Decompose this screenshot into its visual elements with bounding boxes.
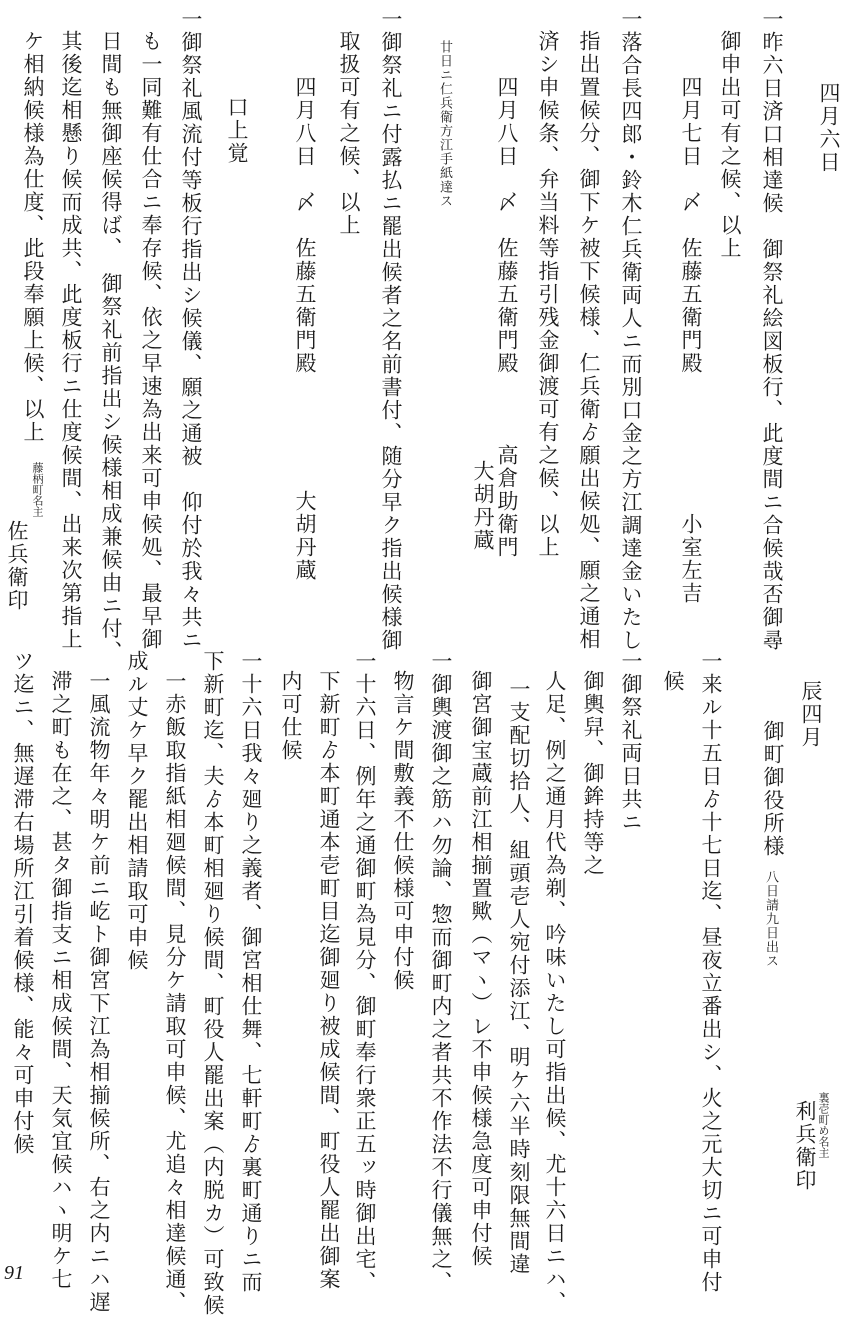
signer-name: 利兵衛印: [793, 1100, 817, 1192]
text-column: 下新町迄、夫ゟ本町相廻り候間、町役人罷出案（内脱カ）可致候: [201, 650, 225, 1317]
addressee: 御町御役所様: [761, 720, 785, 858]
text-column: 物言ケ間敷義不仕候様可申付候: [391, 670, 415, 992]
text-column: も一同難有仕合ニ奉存候、依之早速為出来可申候処、最早御: [139, 30, 163, 651]
text-column: 御宮御宝蔵前江相揃置歟（マヽ）レ不申候様急度可申付候: [469, 670, 493, 1268]
signature-line: 四月八日 〆 佐藤五衛門殿 高倉助衛門: [495, 76, 519, 559]
signer-title: 藤柄町名主: [31, 462, 44, 517]
text-column: 指出置候分、御下ケ被下候様、仁兵衛ゟ願出候処、願之通相: [577, 30, 601, 651]
page-number: 91: [4, 1262, 24, 1284]
text-column: 一来ル十五日ゟ十七日迄、昼夜立番出シ、火之元大切ニ可申付: [699, 650, 723, 1294]
text-column: 四月六日: [817, 82, 841, 174]
text-column: 下新町ゟ本町通本壱町目迄御廻り被成候間、町役人罷出御案: [317, 670, 341, 1291]
text-column: 一昨六日済口相達候 御祭礼絵図板行、此度間ニ合候哉否御尋: [760, 8, 784, 652]
text-column: 一支配切拾人、組頭壱人宛付添江、明ケ六半時刻限無間違: [507, 678, 531, 1276]
text-column: 一落合長四郎・鈴木仁兵衛両人ニ而別口金之方江調達金いたし: [619, 8, 643, 652]
text-column: 成ル丈ケ早ク罷出相請取可申候: [125, 650, 149, 972]
text-column: 一御祭礼ニ付露払ニ罷出候者之名前書付、随分早ク指出候様御: [379, 8, 403, 652]
annotation-note: 廿日ニ仁兵衛方江手紙達ス: [437, 40, 452, 208]
text-column: 御申出可有之候、以上: [718, 30, 742, 260]
text-column: 一御祭礼風流付等板行指出シ候儀、願之通被 仰付於我々共ニ: [179, 8, 203, 652]
text-column: 候: [661, 670, 685, 693]
text-column: 一御輿渡御之筋ハ勿論、惣而御町内之者共不作法不行儀無之、: [429, 650, 453, 1294]
text-column: 一十六日、例年之通御町為見分、御町奉行衆正五ッ時御出宅、: [353, 650, 377, 1294]
signature-line: 四月七日 〆 佐藤五衛門殿 小室左吉: [679, 76, 703, 605]
text-column: 人足、例之通月代為剃、吟味いたし可指出候、尤十六日ニハ、: [543, 670, 567, 1314]
text-column: 一風流物年々明ケ前ニ屹ト御宮下江為相揃候所、右之内ニハ遅: [87, 670, 111, 1314]
text-column: 御輿舁、御鉾持等之: [581, 670, 605, 877]
signer-name: 大胡丹蔵: [471, 460, 495, 552]
text-column: 辰四月: [799, 680, 823, 749]
text-column: 日間も無御座候得ば、 御祭礼前指出シ候様相成兼候由ニ付、: [99, 30, 123, 664]
text-column: 済シ申候条、弁当料等指引残金御渡可有之候、以上: [536, 30, 560, 559]
text-column: 内可仕候: [279, 670, 303, 762]
text-column: ケ相納候様為仕度、此段奉願上候、以上: [21, 30, 45, 444]
text-column: ツ迄ニ、無遅滞右場所江引着候様、能々可申付候: [11, 650, 35, 1156]
text-column: 滞之町も在之、甚タ御指支ニ相成候間、天気宜候ハヽ明ケ七: [49, 670, 73, 1291]
annotation-note: 八日請九日出ス: [763, 870, 778, 968]
text-column: 其後迄相懸り候而成共、此度板行ニ仕度候間、出来次第指上: [59, 30, 83, 651]
section-heading: 口上覚: [225, 96, 249, 165]
signer-title: 裏壱町め名主: [817, 1092, 830, 1158]
text-column: 取扱可有之候、以上: [337, 30, 361, 237]
text-column: 一赤飯取指紙相廻候間、見分ケ請取可申候、尤追々相達候通、: [163, 670, 187, 1314]
signer-name: 佐兵衛印: [5, 520, 29, 612]
text-column: 一御祭礼両日共ニ: [619, 650, 643, 834]
signature-line: 四月八日 〆 佐藤五衛門殿 大胡丹蔵: [293, 76, 317, 582]
text-column: 一十六日我々廻り之義者、御宮相仕舞、七軒町ゟ裏町通りニ而: [239, 650, 263, 1294]
